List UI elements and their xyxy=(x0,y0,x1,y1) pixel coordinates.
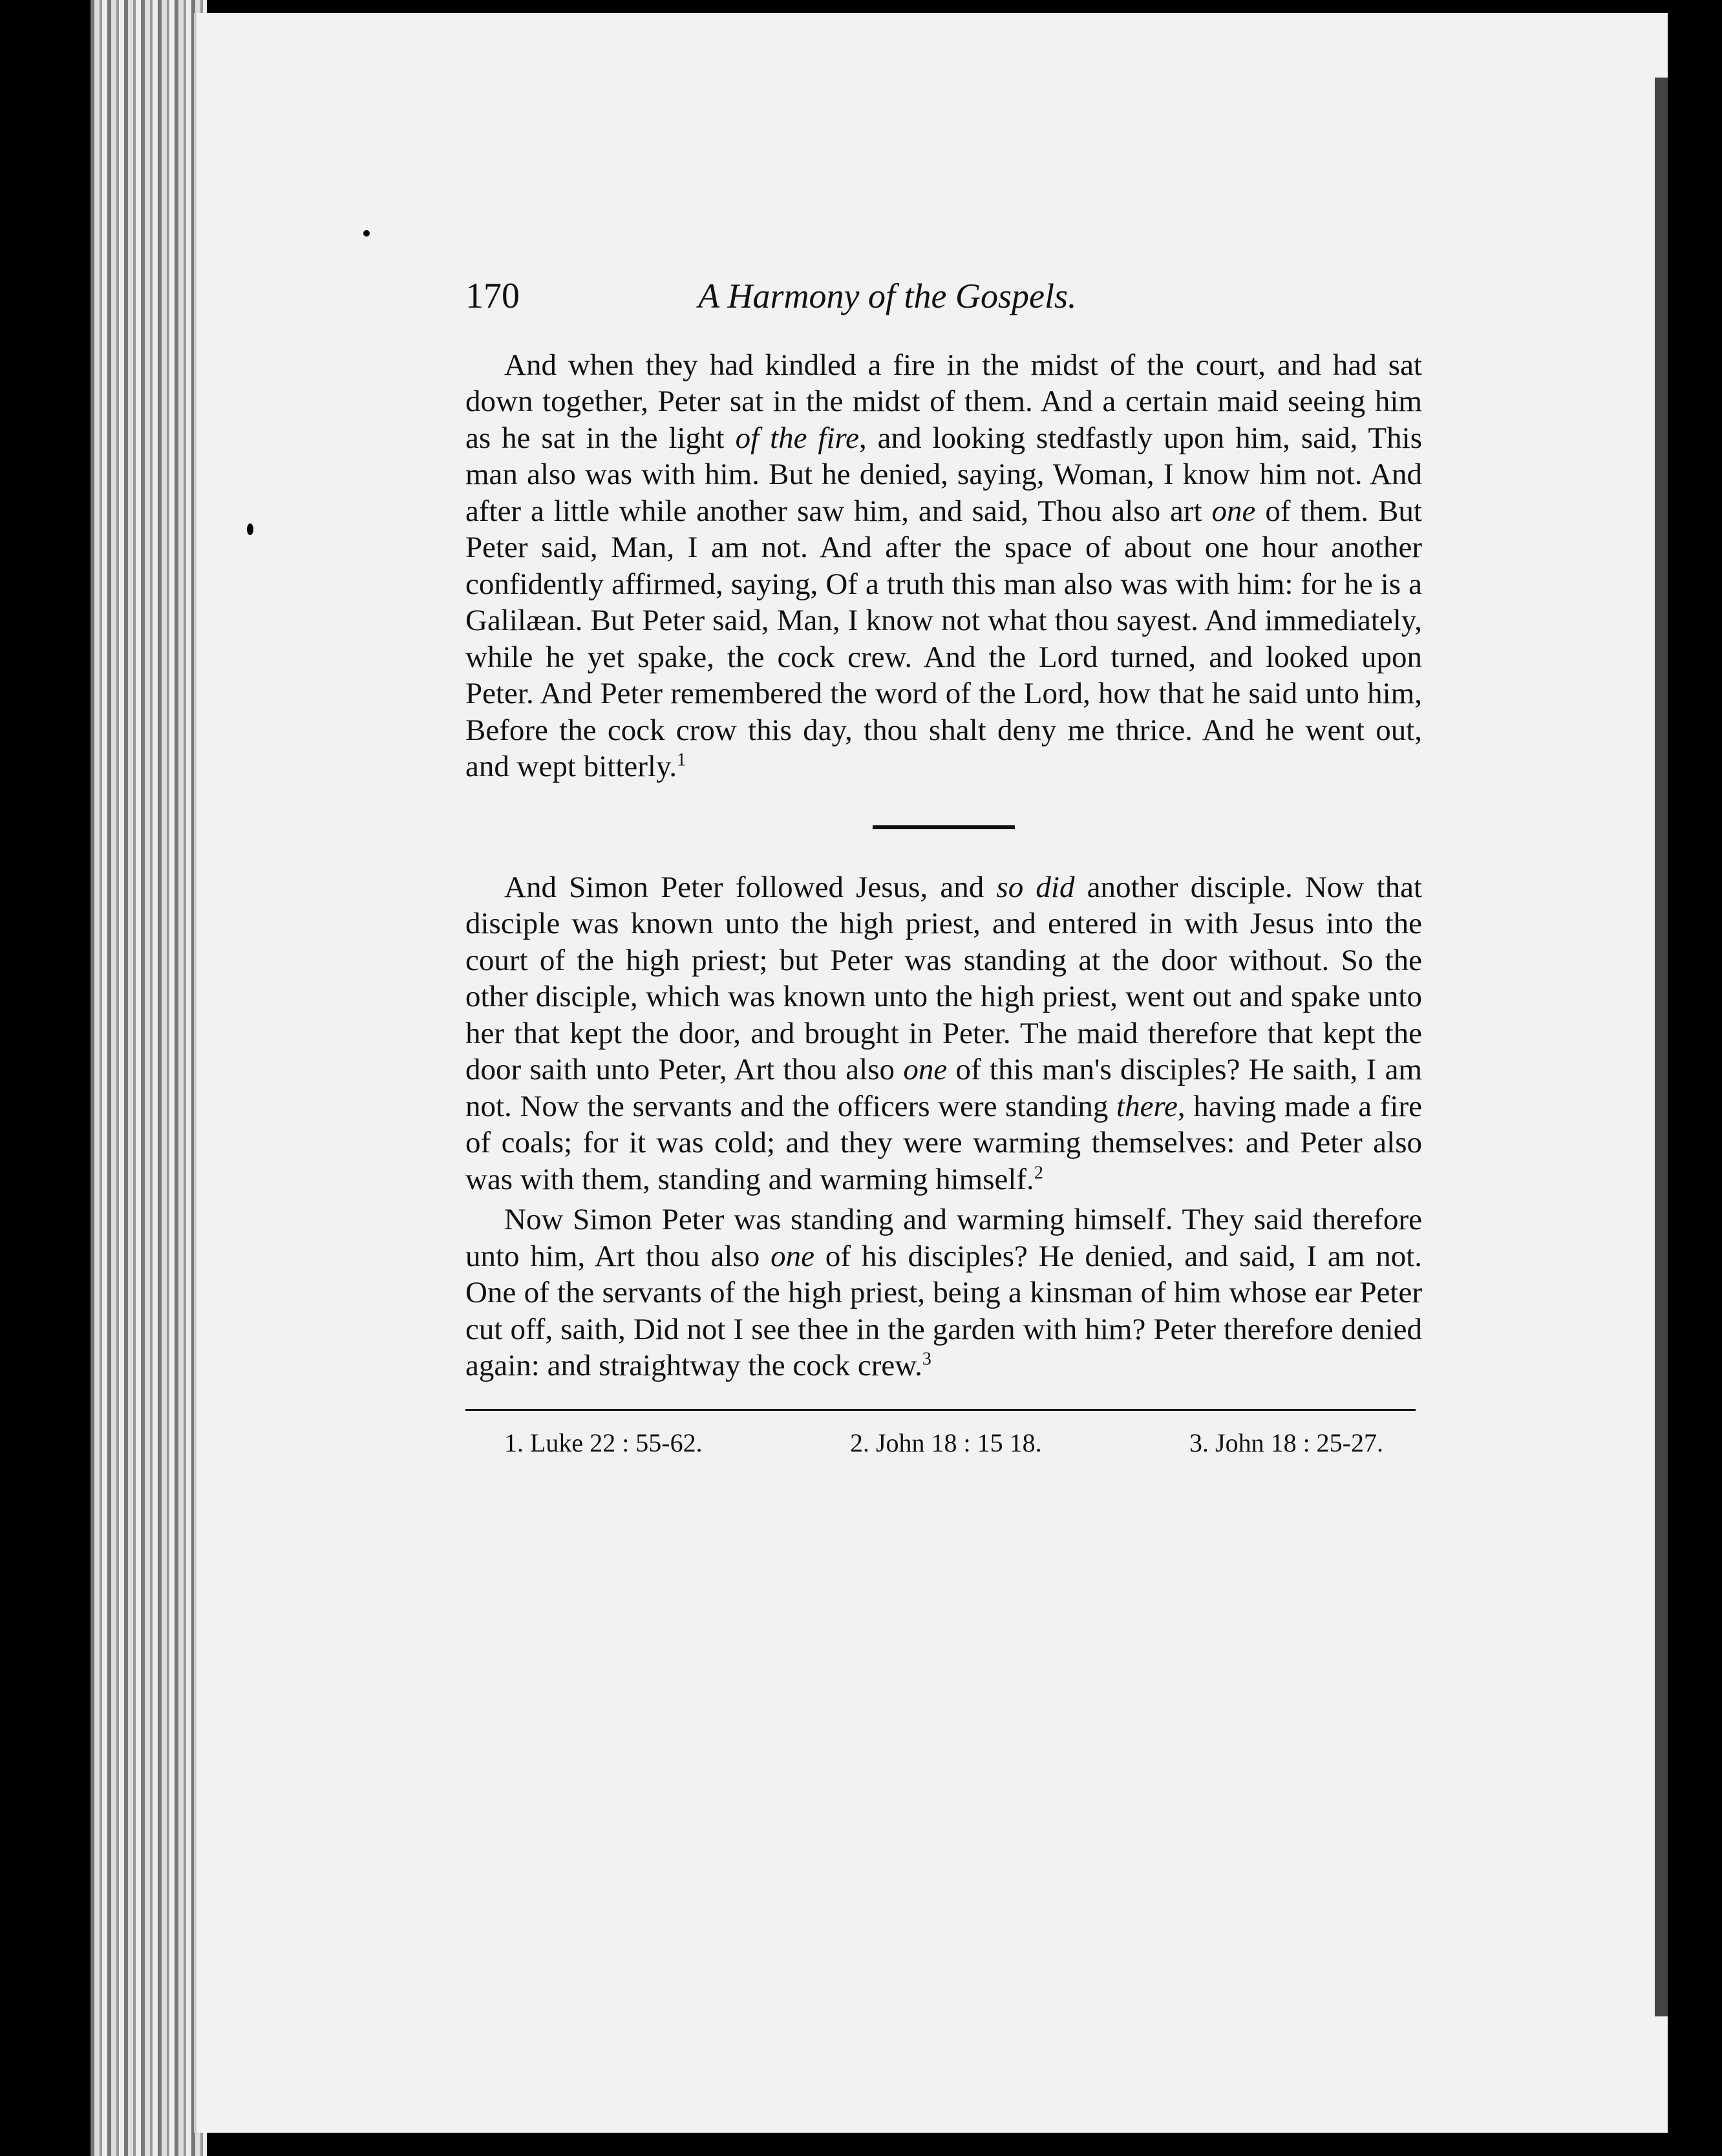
footnote-marker: 2 xyxy=(1034,1162,1043,1183)
scan-speck xyxy=(363,230,370,237)
scan-border-right xyxy=(1668,0,1722,2156)
page-text xyxy=(465,278,1422,1461)
passage-italic: one xyxy=(903,1053,948,1086)
passage-text: , having made a fire of coals; for it was cold; and they were warming themselves: and Peter also was with them, standing and warming himself. xyxy=(465,1089,1422,1196)
footnote-2: 2. John 18 : 15 18. xyxy=(849,1428,1042,1457)
footnote-rule xyxy=(465,1409,1416,1411)
footnote-marker: 1 xyxy=(677,750,686,770)
section-separator xyxy=(873,825,1015,829)
passage-text: of this man's disciples? He saith, I am not. Now the servants and the officers were standing xyxy=(465,1053,1423,1123)
passage-italic: one xyxy=(771,1239,814,1273)
passage-italic: there xyxy=(1116,1089,1178,1123)
footnote-marker: 3 xyxy=(922,1349,931,1369)
passage-text: of them. But Peter said, Man, I am not. And after the space of about one hour another confidently affirmed, saying, Of a truth this man also was with him: for he is a Galilæan. But Peter said, Man, I know not what thou sayest. And immediately, while he yet spake, the cock crew. And the Lord turned, and looked upon Peter. And Peter remembered the word of the Lord, how that he said unto him, Before the cock crow this day, thou shalt deny me thrice. And he went out, and wept bitterly. xyxy=(465,494,1422,783)
page-number: 170 xyxy=(465,276,520,316)
running-head xyxy=(465,278,1422,315)
passage-text: Now Simon Peter was standing and warming himself. They said therefore unto him, Art thou also xyxy=(465,1203,1422,1273)
passage-john-25 xyxy=(465,1201,1422,1384)
footnote-1: 1. Luke 22 : 55-62. xyxy=(504,1428,703,1457)
footnote-3: 3. John 18 : 25-27. xyxy=(1189,1428,1383,1457)
footnotes xyxy=(465,1425,1422,1462)
passage-italic: so did xyxy=(996,870,1075,904)
passage-text: another disciple. Now that disciple was known unto the high priest, and entered in with Jesus into the court of the high priest; but Peter was standing at the door without. So the other disciple, which was known unto the high priest, went out and spake unto her that kept the door, and brought in Peter. The maid therefore that kept the door saith unto Peter, Art thou also xyxy=(465,870,1423,1086)
passage-italic: of the fire xyxy=(735,421,859,455)
running-title: A Harmony of the Gospels. xyxy=(698,277,1077,315)
scan-speck xyxy=(56,62,70,79)
passage-italic: one xyxy=(1211,494,1256,528)
scan-speck xyxy=(247,523,253,535)
passage-text: And when they had kindled a fire in the midst of the court, and had sat down together, Peter sat in the midst of them. And a certain maid seeing him as he sat in the light xyxy=(465,348,1422,455)
passage-john-15 xyxy=(465,869,1422,1198)
book-page-edges xyxy=(90,0,207,2156)
passage-text: , and looking stedfastly upon him, said, This man also was with him. But he denied, saying, Woman, I know him not. And after a little while another saw him, and said, Thou also art xyxy=(465,421,1422,528)
passage-luke xyxy=(465,347,1422,785)
passage-text: of his disciples? He denied, and said, I am not. One of the servants of the high priest, being a kinsman of him whose ear Peter cut off, saith, Did not I see thee in the garden with him? Peter therefore denied again: and straightway the cock crew. xyxy=(465,1239,1423,1382)
passage-text: And Simon Peter followed Jesus, and xyxy=(504,870,997,904)
